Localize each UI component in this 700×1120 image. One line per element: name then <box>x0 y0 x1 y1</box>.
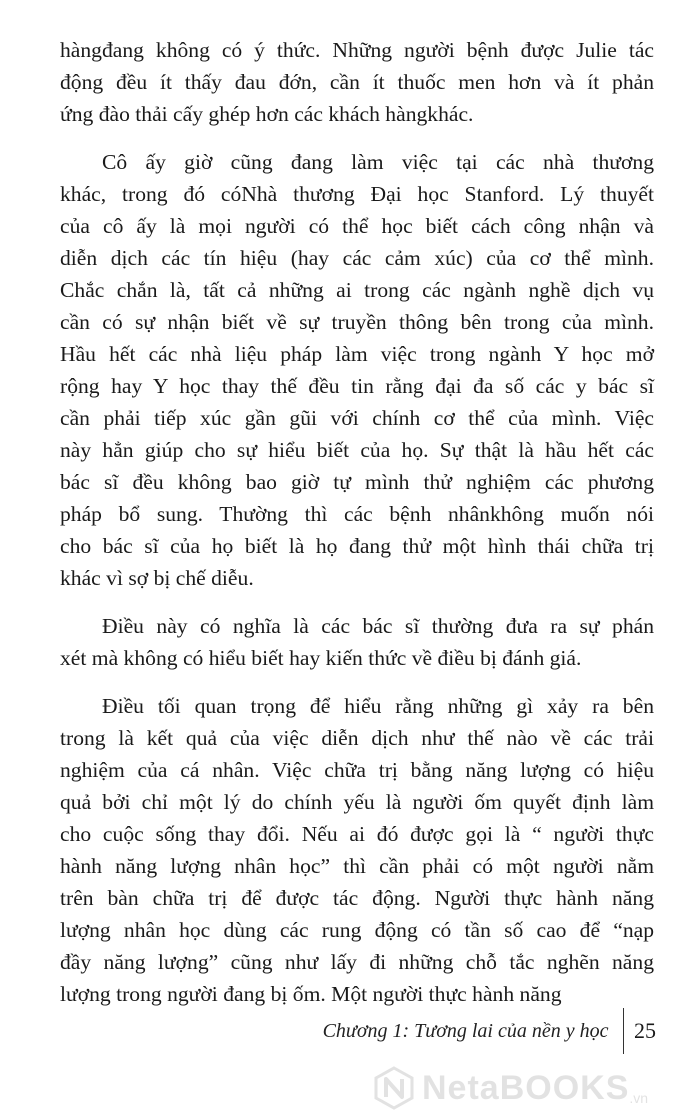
paragraph <box>60 146 654 594</box>
text-line: đầy năng lượng” cũng như lấy đi những chỗ tắc nghẽn năng <box>60 950 654 974</box>
text-line: Hầu hết các nhà liệu pháp làm việc trong ngành Y học mở <box>60 342 654 366</box>
paragraph <box>60 34 654 130</box>
text-line: quả bởi chỉ một lý do chính yếu là người ốm quyết định làm <box>60 790 654 814</box>
chapter-title: Chương 1: Tương lai của nền y học <box>322 1019 609 1042</box>
text-line: trên bàn chữa trị để được tác động. Người thực hành năng <box>60 886 654 910</box>
text-line: Điều này có nghĩa là các bác sĩ thường đưa ra sự phán <box>102 614 654 638</box>
watermark-text: NetaBOOKS <box>422 1068 630 1107</box>
text-line: cần có sự nhận biết về sự truyền thông bên trong của mình. <box>60 310 654 334</box>
watermark-suffix: .vn <box>629 1090 649 1106</box>
text-line: xét mà không có hiểu biết hay kiến thức về điều bị đánh giá. <box>60 646 582 670</box>
text-line: lượng trong người đang bị ốm. Một người thực hành năng <box>60 982 562 1006</box>
text-line: hành năng lượng nhân học” thì cần phải có một người nằm <box>60 854 654 878</box>
netabooks-logo-icon <box>372 1066 416 1110</box>
text-line: Điều tối quan trọng để hiểu rằng những gì xảy ra bên <box>102 694 654 718</box>
text-line: trong là kết quả của việc diễn dịch như thế nào về các trải <box>60 726 654 750</box>
text-line: cho bác sĩ của họ biết là họ đang thử một hình thái chữa trị <box>60 534 654 558</box>
paragraph <box>60 690 654 1010</box>
text-line: cho cuộc sống thay đổi. Nếu ai đó được gọi là “ người thực <box>60 822 654 846</box>
text-line: khác vì sợ bị chế diễu. <box>60 566 254 590</box>
text-line: rộng hay Y học thay thế đều tin rằng đại đa số các y bác sĩ <box>60 374 654 398</box>
text-line: của cô ấy là mọi người có thể học biết cách công nhận và <box>60 214 654 238</box>
text-line: pháp bổ sung. Thường thì các bệnh nhânkhông muốn nói <box>60 502 654 526</box>
page-footer <box>323 1005 656 1057</box>
text-line: bác sĩ đều không bao giờ tự mình thử nghiệm các phương <box>60 470 654 494</box>
body-text <box>60 34 654 1026</box>
paragraph <box>60 610 654 674</box>
text-line: diễn dịch các tín hiệu (hay các cảm xúc) của cơ thể mình. <box>60 246 654 270</box>
watermark <box>372 1060 648 1116</box>
text-line: cần phải tiếp xúc gần gũi với chính cơ thể của mình. Việc <box>60 406 654 430</box>
page-number: 25 <box>634 1018 656 1043</box>
text-line: hàngđang không có ý thức. Những người bệnh được Julie tác <box>60 38 654 62</box>
text-line: lượng nhân học dùng các rung động có tần số cao để “nạp <box>60 918 654 942</box>
text-line: này hẳn giúp cho sự hiểu biết của họ. Sự thật là hầu hết các <box>60 438 654 462</box>
text-line: khác, trong đó cóNhà thương Đại học Stanford. Lý thuyết <box>60 182 654 206</box>
text-line: Chắc chắn là, tất cả những ai trong các ngành nghề dịch vụ <box>60 278 654 302</box>
text-line: Cô ấy giờ cũng đang làm việc tại các nhà thương <box>102 150 654 174</box>
text-line: nghiệm của cá nhân. Việc chữa trị bằng năng lượng có hiệu <box>60 758 654 782</box>
text-line: ứng đào thải cấy ghép hơn các khách hàngkhác. <box>60 102 474 126</box>
text-line: động đều ít thấy đau đớn, cần ít thuốc men hơn và ít phản <box>60 70 654 94</box>
